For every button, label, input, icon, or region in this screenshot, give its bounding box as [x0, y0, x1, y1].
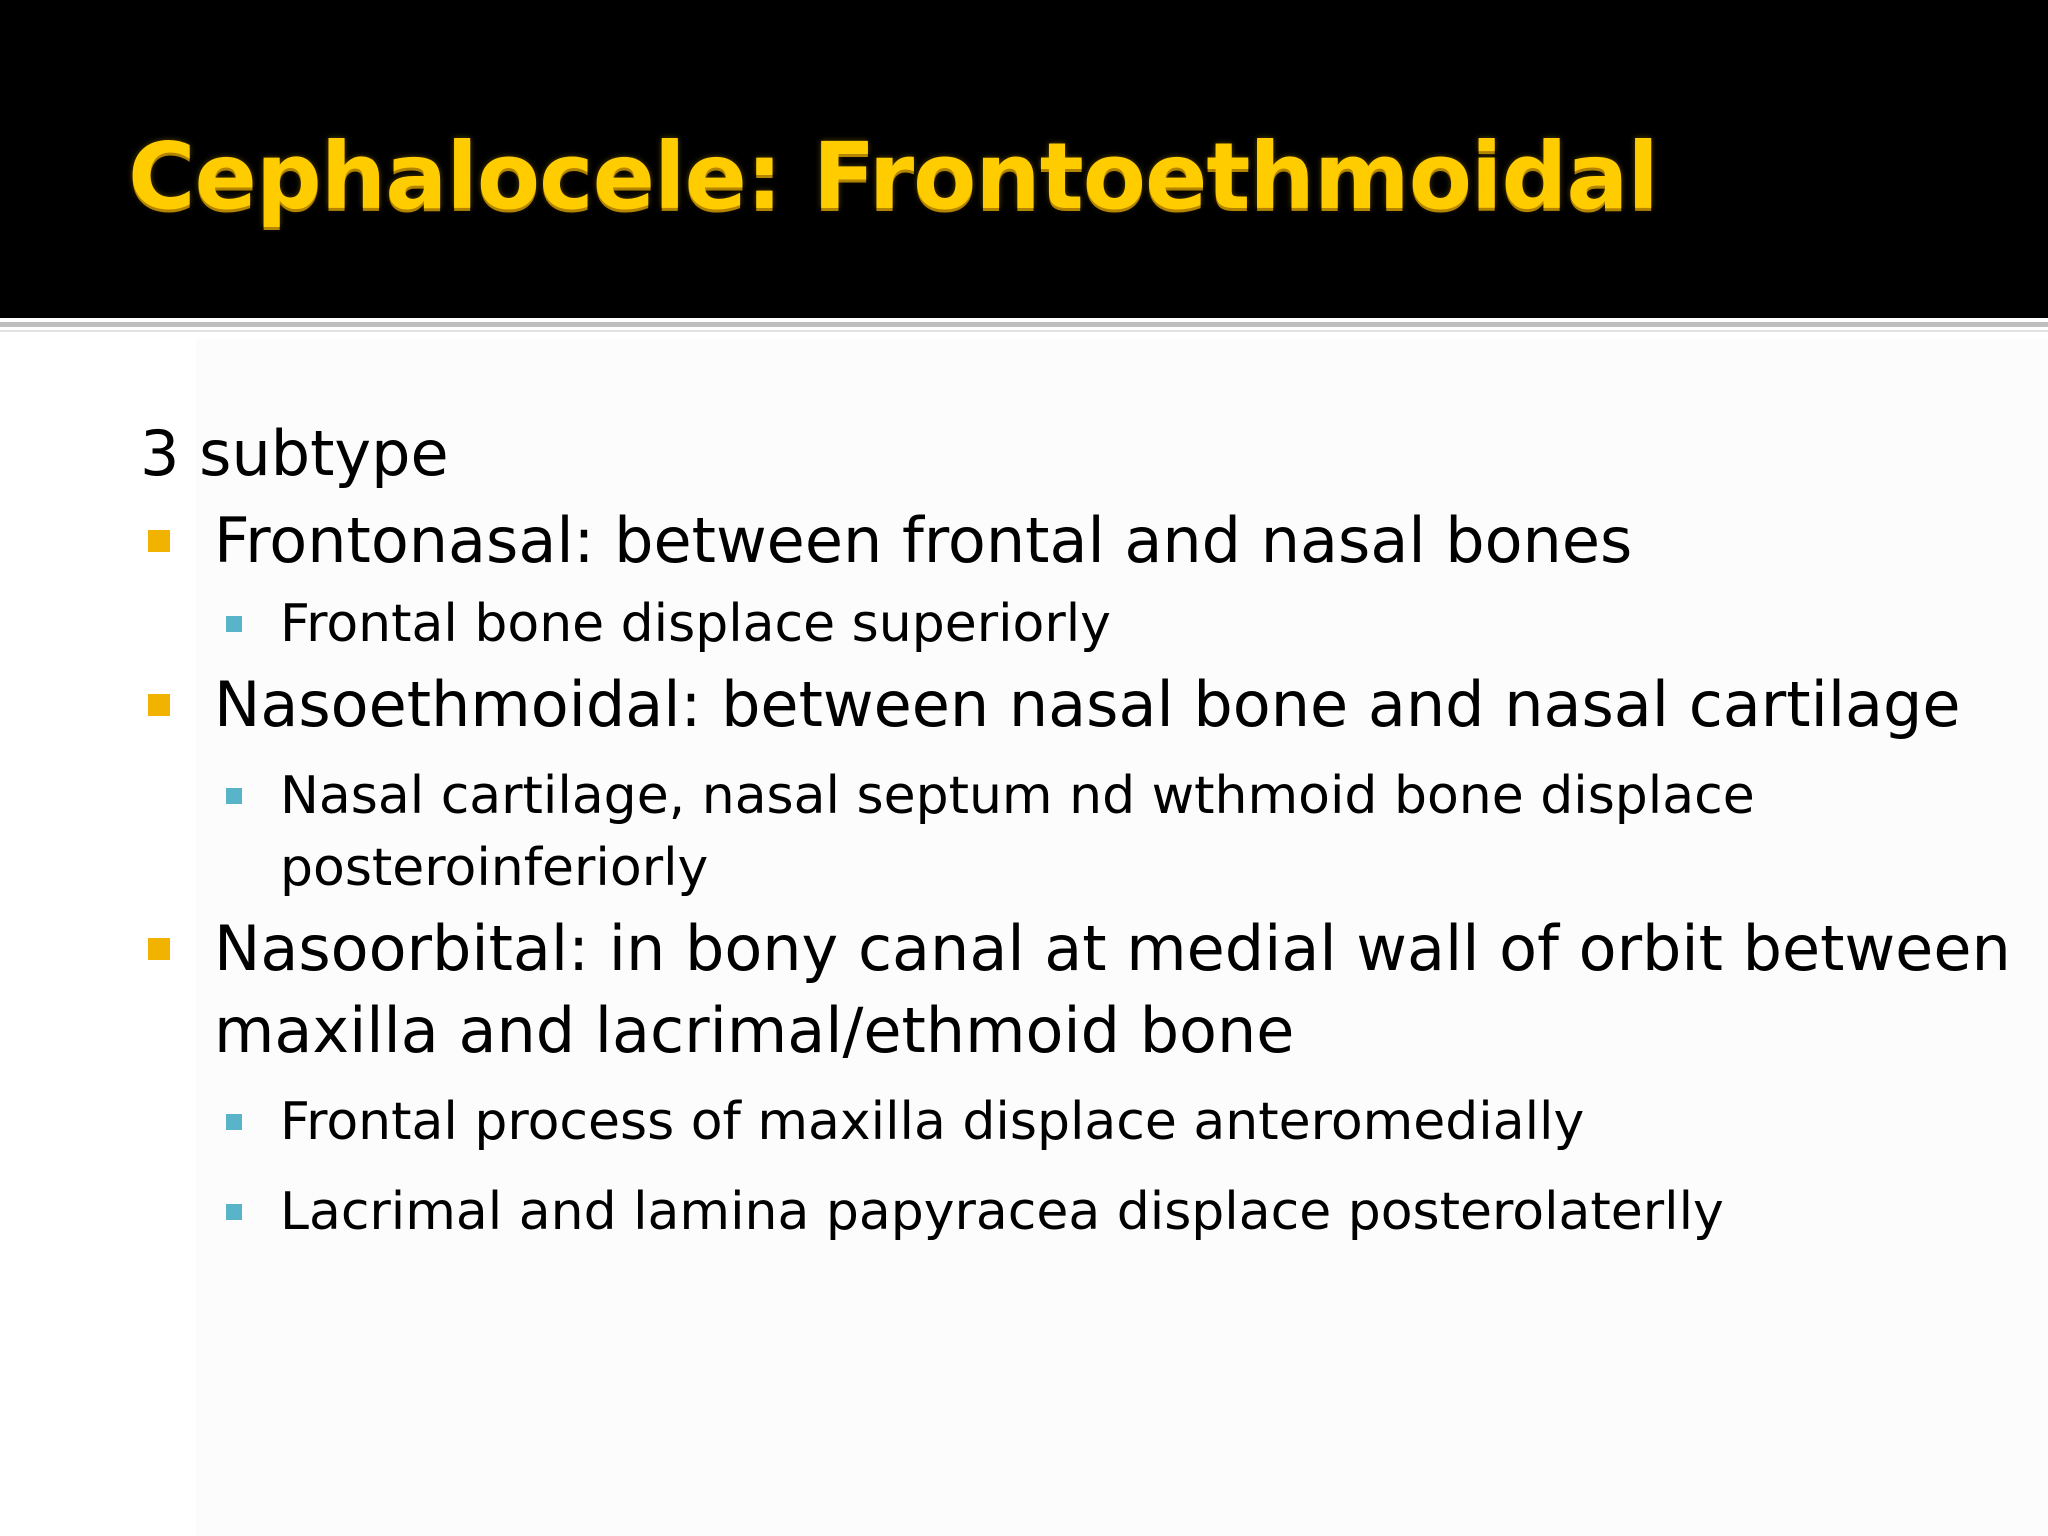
- bullet-nasoorbital: [140, 908, 2020, 1072]
- bullet-text: Nasoethmoidal: between nasal bone and nasal cartilage: [214, 668, 1961, 741]
- square-sub-bullet-icon: [226, 1114, 242, 1130]
- bullet-frontonasal: [140, 500, 2020, 582]
- bullet-text: Nasoorbital: in bony canal at medial wall of orbit between maxilla and lacrimal/ethmoid bone: [214, 912, 2011, 1067]
- title-bar: [0, 0, 2048, 318]
- slide-title: Cephalocele: Frontoethmoidal: [128, 123, 1658, 230]
- slide-content: [140, 408, 2020, 1248]
- sub-bullet-frontal-process: [140, 1086, 2020, 1158]
- bullet-nasoethmoidal: [140, 664, 2020, 746]
- bullet-text: Frontonasal: between frontal and nasal bones: [214, 504, 1633, 577]
- square-sub-bullet-icon: [226, 616, 242, 632]
- sub-bullet-text: Nasal cartilage, nasal septum nd wthmoid bone displace posteroinferiorly: [280, 766, 1755, 898]
- square-bullet-icon: [148, 938, 170, 960]
- sub-bullet-lacrimal: [140, 1176, 2020, 1248]
- intro-text: 3 subtype: [140, 417, 449, 490]
- square-sub-bullet-icon: [226, 788, 242, 804]
- square-bullet-icon: [148, 694, 170, 716]
- sub-bullet-text: Lacrimal and lamina papyracea displace posterolaterlly: [280, 1182, 1724, 1242]
- title-divider: [0, 322, 2048, 327]
- square-bullet-icon: [148, 530, 170, 552]
- sub-bullet-text: Frontal process of maxilla displace anteromedially: [280, 1092, 1585, 1152]
- square-sub-bullet-icon: [226, 1204, 242, 1220]
- title-divider-secondary: [0, 330, 2048, 332]
- sub-bullet-text: Frontal bone displace superiorly: [280, 594, 1111, 654]
- sub-bullet-nasal-cartilage: [140, 760, 2020, 904]
- sub-bullet-frontal-bone: [140, 588, 2020, 660]
